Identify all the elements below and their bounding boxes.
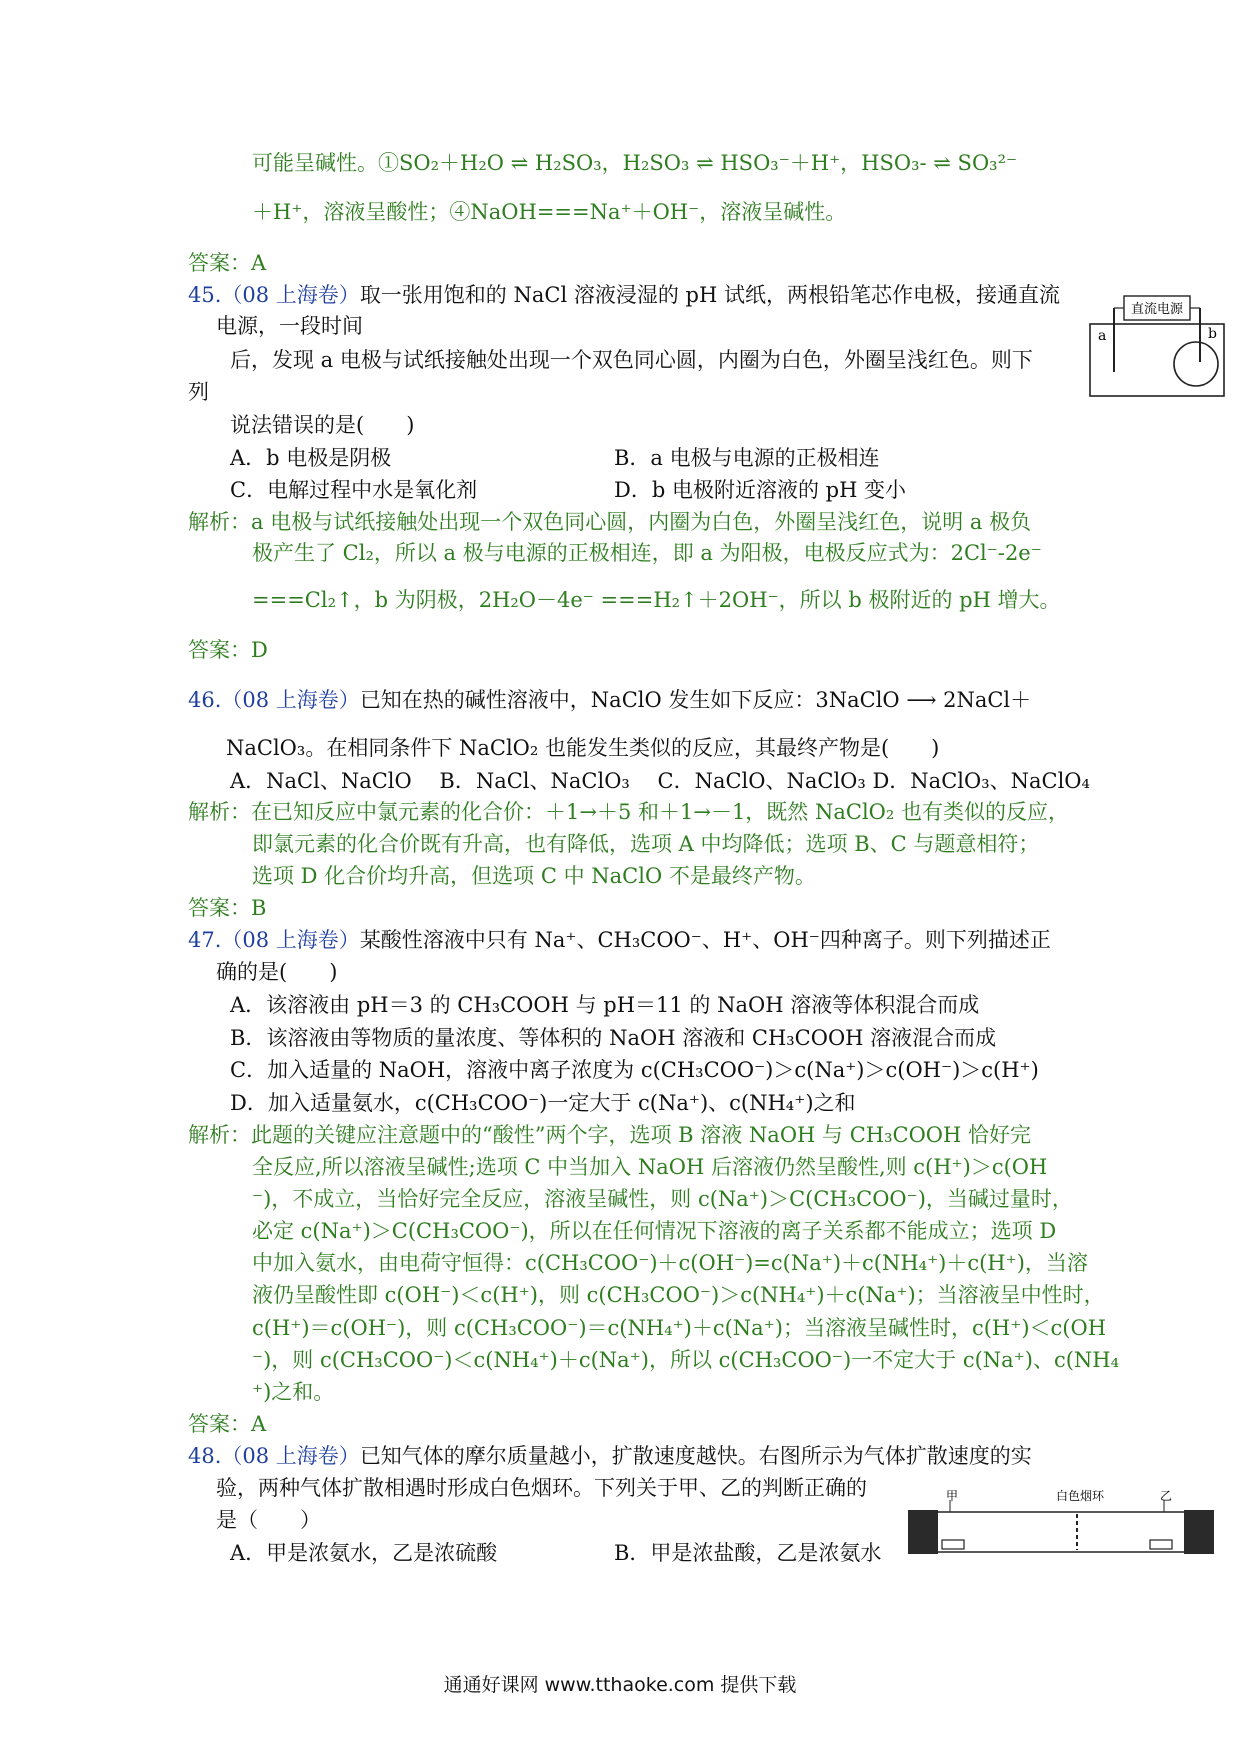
answer-label: 答案： [188, 896, 251, 920]
q44-analysis-line-1: 可能呈碱性。①SO₂＋H₂O ⇌ H₂SO₃，H₂SO₃ ⇌ HSO₃⁻＋H⁺，HSO₃- ⇌ SO₃²⁻ [252, 151, 1018, 175]
answer-value: D [251, 638, 268, 662]
analysis-label: 解析： [188, 800, 251, 824]
q45-stem-line-1 [188, 280, 1060, 310]
question-stem: 已知在热的碱性溶液中，NaClO 发生如下反应：3NaClO ⟶ 2NaCl＋ [359, 688, 1032, 712]
label-a: a [1098, 328, 1107, 344]
stopper-right [1184, 1510, 1214, 1554]
answer-label: 答案： [188, 251, 251, 275]
q47-analysis-line-8: ⁻)，则 c(CH₃COO⁻)＜c(NH₄⁺)＋c(Na⁺)，所以 c(CH₃COO⁻)一不定大于 c(Na⁺)、c(NH₄ [252, 1348, 1120, 1372]
q47-analysis-line-6: 液仍呈酸性即 c(OH⁻)＜c(H⁺)，则 c(CH₃COO⁻)＞c(NH₄⁺)＋c(Na⁺)；当溶液呈中性时， [252, 1283, 1105, 1307]
question-stem: 取一张用饱和的 NaCl 溶液浸湿的 pH 试纸，两根铅笔芯作电极，接通直流 [359, 283, 1060, 307]
q45-analysis-line-1 [188, 507, 1031, 537]
cotton-left [942, 1540, 964, 1549]
q47-stem-line-1 [188, 925, 1051, 955]
question-source: （08 上海卷） [221, 283, 360, 307]
question-source: （08 上海卷） [221, 928, 360, 952]
q48-stem-line-2: 验，两种气体扩散相遇时形成白色烟环。下列关于甲、乙的判断正确的 [216, 1476, 867, 1500]
q44-answer [188, 248, 266, 278]
q47-option-a: A．该溶液由 pH＝3 的 CH₃COOH 与 pH＝11 的 NaOH 溶液等体积混合而成 [230, 993, 980, 1017]
question-number: 47. [188, 928, 222, 952]
q45-option-b: B．a 电极与电源的正极相连 [614, 446, 880, 470]
q47-analysis-line-2: 全反应,所以溶液呈碱性;选项 C 中当加入 NaOH 后溶液仍然呈酸性,则 c(H⁺)＞c(OH [252, 1155, 1048, 1179]
q45-stem-line-5: 说法错误的是( ) [230, 413, 415, 437]
analysis-text: 在已知反应中氯元素的化合价：＋1→＋5 和＋1→－1，既然 NaClO₂ 也有类似的反应， [251, 800, 1069, 824]
question-number: 48. [188, 1444, 222, 1468]
q46-answer [188, 893, 266, 923]
q45-option-a: A．b 电极是阴极 [230, 446, 392, 470]
page-footer: 通通好课网 www.tthaoke.com 提供下载 [443, 1674, 797, 1696]
question-stem: 已知气体的摩尔质量越小，扩散速度越快。右图所示为气体扩散速度的实 [359, 1444, 1032, 1468]
q47-option-c: C．加入适量的 NaOH，溶液中离子浓度为 c(CH₃COO⁻)＞c(Na⁺)＞c(OH⁻)＞c(H⁺) [230, 1058, 1039, 1082]
q47-analysis-line-4: 必定 c(Na⁺)＞C(CH₃COO⁻)，所以在任何情况下溶液的离子关系都不能成立；选项 D [252, 1219, 1057, 1243]
label-smoke-ring: 白色烟环 [1056, 1489, 1105, 1503]
q46-analysis-line-2: 即氯元素的化合价既有升高，也有降低，选项 A 中均降低；选项 B、C 与题意相符； [252, 832, 1040, 856]
q47-option-b: B．该溶液由等物质的量浓度、等体积的 NaOH 溶液和 CH₃COOH 溶液混合而成 [230, 1026, 997, 1050]
q45-analysis-line-2: 极产生了 Cl₂，所以 a 极与电源的正极相连，即 a 为阳极，电极反应式为：2Cl⁻-2e⁻ [252, 541, 1042, 565]
electrolysis-figure [1088, 292, 1228, 400]
q46-analysis-line-3: 选项 D 化合价均升高，但选项 C 中 NaClO 不是最终产物。 [252, 864, 816, 888]
answer-label: 答案： [188, 638, 251, 662]
q47-analysis-line-5: 中加入氨水，由电荷守恒得：c(CH₃COO⁻)＋c(OH⁻)=c(Na⁺)＋c(NH₄⁺)＋c(H⁺)，当溶 [252, 1251, 1088, 1275]
question-number: 45. [188, 283, 222, 307]
q48-stem-line-3: 是（ ） [216, 1508, 321, 1532]
q46-options: A．NaCl、NaClO B．NaCl、NaClO₃ C．NaClO、NaClO₃ D．NaClO₃、NaClO₄ [230, 769, 1090, 793]
question-source: （08 上海卷） [221, 688, 360, 712]
label-jia: 甲 [946, 1489, 959, 1503]
label-yi: 乙 [1160, 1489, 1173, 1503]
q45-option-c: C．电解过程中水是氧化剂 [230, 478, 478, 502]
q47-analysis-line-1 [188, 1120, 1031, 1150]
analysis-text: a 电极与试纸接触处出现一个双色同心圆，内圈为白色，外圈呈浅红色，说明 a 极负 [251, 510, 1032, 534]
power-supply-label: 直流电源 [1130, 302, 1184, 317]
q46-stem-line-1 [188, 685, 1031, 715]
question-source: （08 上海卷） [221, 1444, 360, 1468]
analysis-label: 解析： [188, 510, 251, 534]
q48-stem-line-1 [188, 1441, 1032, 1471]
answer-label: 答案： [188, 1412, 251, 1436]
q45-option-d: D．b 电极附近溶液的 pH 变小 [614, 478, 907, 502]
q47-analysis-line-7: c(H⁺)＝c(OH⁻)，则 c(CH₃COO⁻)＝c(NH₄⁺)＋c(Na⁺)；当溶液呈碱性时，c(H⁺)＜c(OH [252, 1316, 1107, 1340]
q47-option-d: D．加入适量氨水，c(CH₃COO⁻)一定大于 c(Na⁺)、c(NH₄⁺)之和 [230, 1091, 856, 1115]
cotton-right [1150, 1540, 1172, 1549]
q45-answer [188, 635, 268, 665]
q45-stem-line-3: 后，发现 a 电极与试纸接触处出现一个双色同心圆，内圈为白色，外圈呈浅红色。则下 [230, 348, 1033, 372]
q47-analysis-line-3: ⁻)，不成立，当恰好完全反应，溶液呈碱性，则 c(Na⁺)＞C(CH₃COO⁻)，当碱过量时， [252, 1187, 1073, 1211]
q48-option-b: B．甲是浓盐酸，乙是浓氨水 [614, 1541, 882, 1565]
q44-analysis-line-2: ＋H⁺，溶液呈酸性；④NaOH===Na⁺＋OH⁻，溶液呈碱性。 [252, 200, 847, 224]
question-number: 46. [188, 688, 222, 712]
answer-value: A [251, 1412, 267, 1436]
question-stem: 某酸性溶液中只有 Na⁺、CH₃COO⁻、H⁺、OH⁻四种离子。则下列描述正 [359, 928, 1051, 952]
q47-stem-line-2: 确的是( ) [216, 960, 338, 984]
q48-option-a: A．甲是浓氨水，乙是浓硫酸 [230, 1541, 498, 1565]
q45-analysis-line-3: ===Cl₂↑，b 为阴极，2H₂O－4e⁻ ===H₂↑＋2OH⁻，所以 b 极附近的 pH 增大。 [252, 588, 1061, 612]
stopper-left [908, 1510, 938, 1554]
diffusion-tube-figure [906, 1488, 1218, 1560]
q45-stem-line-2: 电源，一段时间 [216, 314, 363, 338]
q47-analysis-line-9: ⁺)之和。 [252, 1380, 335, 1404]
q45-stem-line-4: 列 [188, 380, 209, 404]
label-b: b [1208, 326, 1217, 342]
q46-stem-line-2: NaClO₃。在相同条件下 NaClO₂ 也能发生类似的反应，其最终产物是( ) [226, 736, 940, 760]
answer-value: A [251, 251, 267, 275]
analysis-label: 解析： [188, 1123, 251, 1147]
q46-analysis-line-1 [188, 797, 1069, 827]
answer-value: B [251, 896, 267, 920]
concentric-circle [1174, 342, 1218, 386]
analysis-text: 此题的关键应注意题中的“酸性”两个字，选项 B 溶液 NaOH 与 CH₃COOH 恰好完 [251, 1123, 1031, 1147]
q47-answer [188, 1409, 266, 1439]
